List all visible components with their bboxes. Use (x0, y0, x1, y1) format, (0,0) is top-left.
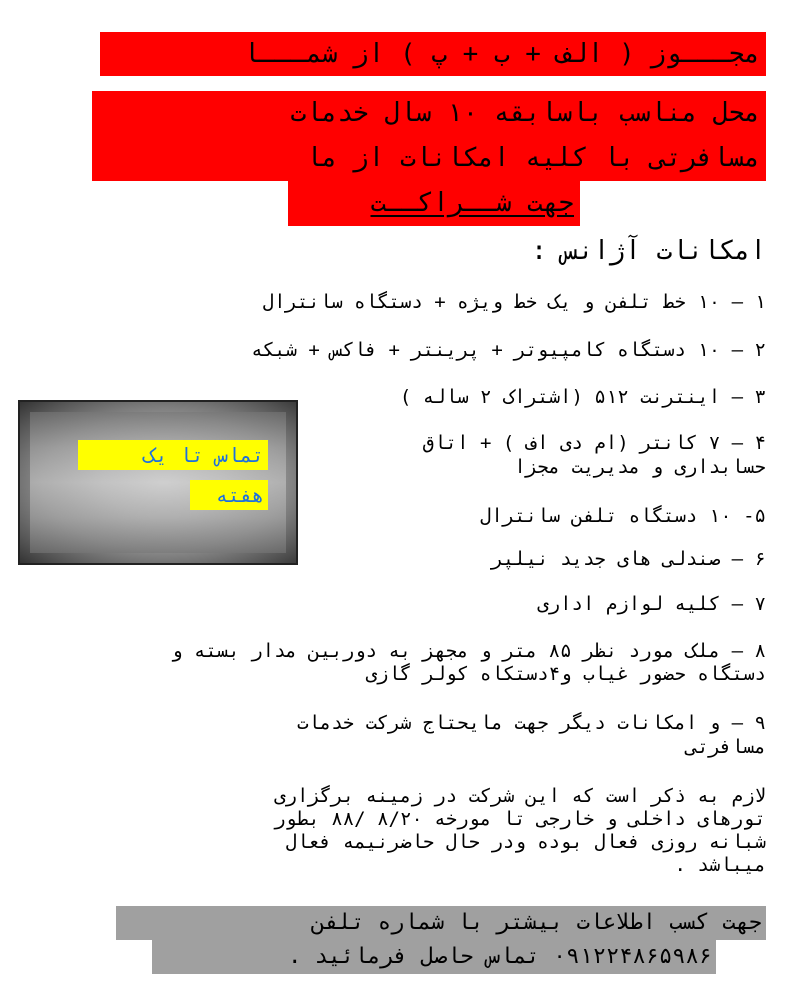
facility-item-1: ۱ – ۱۰ خط تلفن و یک خط ویژه + دستگاه سانترال (262, 291, 766, 313)
facility-item-5: ۵- ۱۰ دستگاه تلفن سانترال (479, 505, 766, 527)
facility-item-8-line2: دستگاه حضور غیاب و۴دستکاه کولر گازی (365, 663, 766, 685)
note-line-4: میباشد . (674, 854, 766, 876)
facility-item-3: ۳ – اینترنت ۵۱۲ (اشتراک ۲ ساله ) (399, 386, 766, 408)
box-text-line1: تماس تا یک (78, 440, 268, 470)
contact-info-line1: جهت کسب اطلاعات بیشتر با شماره تلفن (116, 906, 766, 940)
facility-item-8-line1: ۸ – ملک مورد نظر ۸۵ متر و مجهز به دوربین مدار بسته و (171, 640, 766, 662)
agency-facilities-heading: امکانات آژانس : (531, 236, 766, 266)
facility-item-2: ۲ – ۱۰ دستگاه کامپیوتر + پرینتر + فاکس + شبکه (251, 339, 766, 361)
location-banner-line1: محل مناسب باسابقه ۱۰ سال خدمات (92, 91, 766, 136)
note-line-2: تورهای داخلی و خارجی تا مورخه ۸/۲۰ /۸۸ بطور (274, 808, 766, 830)
facility-item-4-line2: حسابداری و مدیریت مجزا (514, 456, 766, 478)
facility-item-9-line2: مسافرتی (685, 736, 766, 758)
facility-item-6: ۶ – صندلی های جدید نیلپر (491, 548, 766, 570)
partnership-banner: جهت شــراکــت (288, 181, 580, 226)
note-line-3: شبانه روزی فعال بوده ودر حال حاضرنیمه فعال (285, 831, 766, 853)
box-text-line2: هفته (190, 480, 268, 510)
facility-item-7: ۷ – کلیه لوازم اداری (537, 593, 766, 615)
note-line-1: لازم به ذکر است که این شرکت در زمینه برگزاری (274, 785, 766, 807)
location-banner-line2: مسافرتی با کلیه امکانات از ما (92, 136, 766, 181)
contact-info-line2: ۰۹۱۲۲۴۸۶۵۹۸۶ تماس حاصل فرمائید . (152, 940, 716, 974)
facility-item-4-line1: ۴ – ۷ کانتر (ام دی اف ) + اتاق (422, 432, 766, 454)
license-banner: مجـــوز ( الف + ب + پ ) از شمـــا (100, 32, 766, 76)
facility-item-9-line1: ۹ – و امکانات دیگر جهت مایحتاج شرکت خدمات (296, 712, 766, 734)
contact-week-box (18, 400, 298, 565)
